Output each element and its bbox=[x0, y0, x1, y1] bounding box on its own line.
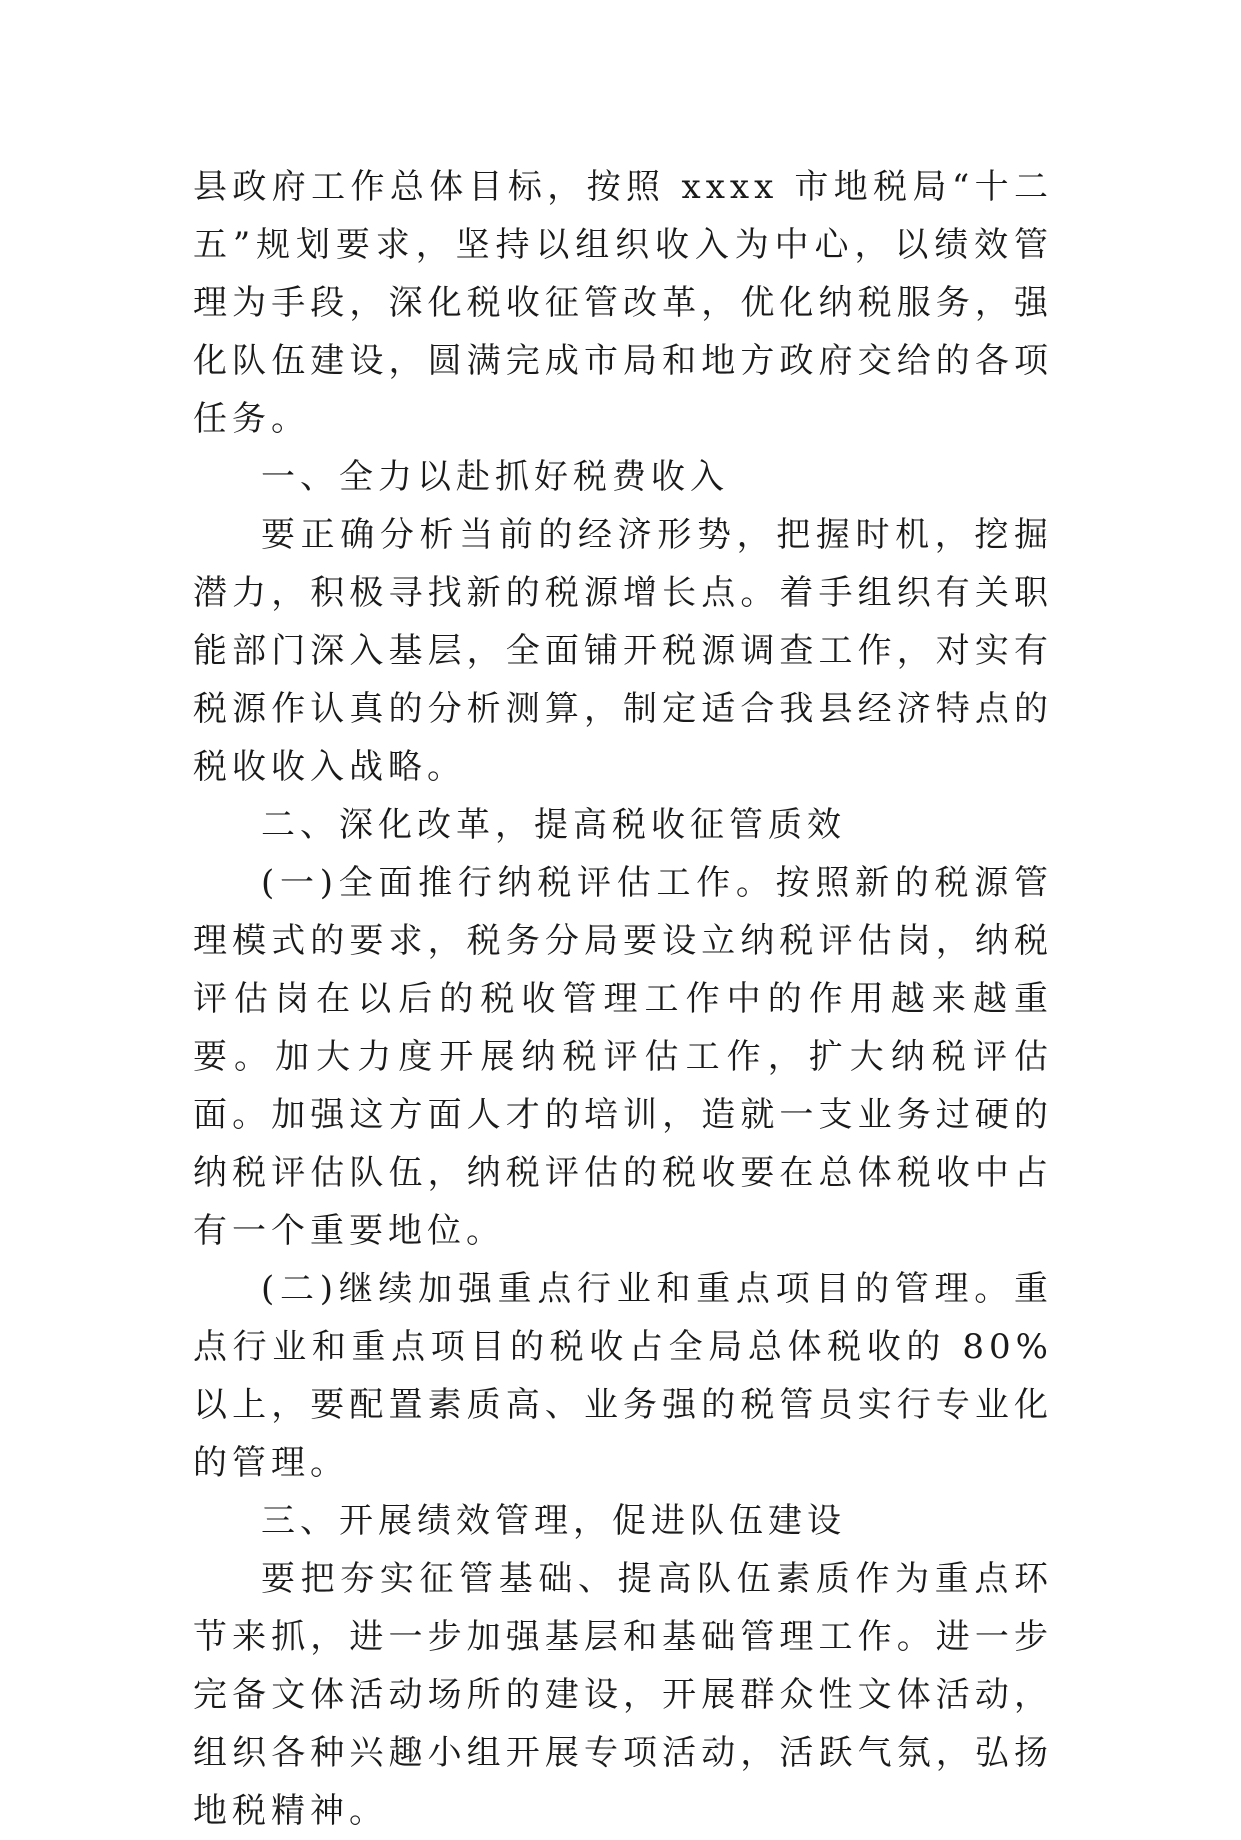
paragraph-section-2-item-1: (一)全面推行纳税评估工作。按照新的税源管理模式的要求，税务分局要设立纳税评估岗，纳税评估岗在以后的税收管理工作中的作用越来越重要。加大力度开展纳税评估工作，扩大纳税评估面。加强这方面人才的培训，造就一支业务过硬的纳税评估队伍，纳税评估的税收要在总体税收中占有一个重要地位。 bbox=[193, 863, 1053, 1251]
heading-section-1: 一、全力以赴抓好税费收入 bbox=[261, 457, 729, 497]
paragraph-intro: 县政府工作总体目标，按照 xxxx 市地税局“十二五”规划要求，坚持以组织收入为中心，以绩效管理为手段，深化税收征管改革，优化纳税服务，强化队伍建设，圆满完成市局和地方政府交给的各项任务。 bbox=[193, 167, 1053, 439]
paragraph-section-1: 要正确分析当前的经济形势，把握时机，挖掘潜力，积极寻找新的税源增长点。着手组织有关职能部门深入基层，全面铺开税源调查工作，对实有税源作认真的分析测算，制定适合我县经济特点的税收收入战略。 bbox=[193, 515, 1053, 787]
heading-section-2: 二、深化改革，提高税收征管质效 bbox=[261, 805, 846, 845]
paragraph-section-2-item-2: (二)继续加强重点行业和重点项目的管理。重点行业和重点项目的税收占全局总体税收的 80%以上，要配置素质高、业务强的税管员实行专业化的管理。 bbox=[193, 1269, 1053, 1483]
paragraph-section-3: 要把夯实征管基础、提高队伍素质作为重点环节来抓，进一步加强基层和基础管理工作。进一步完备文体活动场所的建设，开展群众性文体活动，组织各种兴趣小组开展专项活动，活跃气氛，弘扬地税精神。 bbox=[193, 1559, 1053, 1831]
document-body bbox=[193, 158, 1053, 1840]
heading-section-3: 三、开展绩效管理，促进队伍建设 bbox=[261, 1501, 846, 1541]
